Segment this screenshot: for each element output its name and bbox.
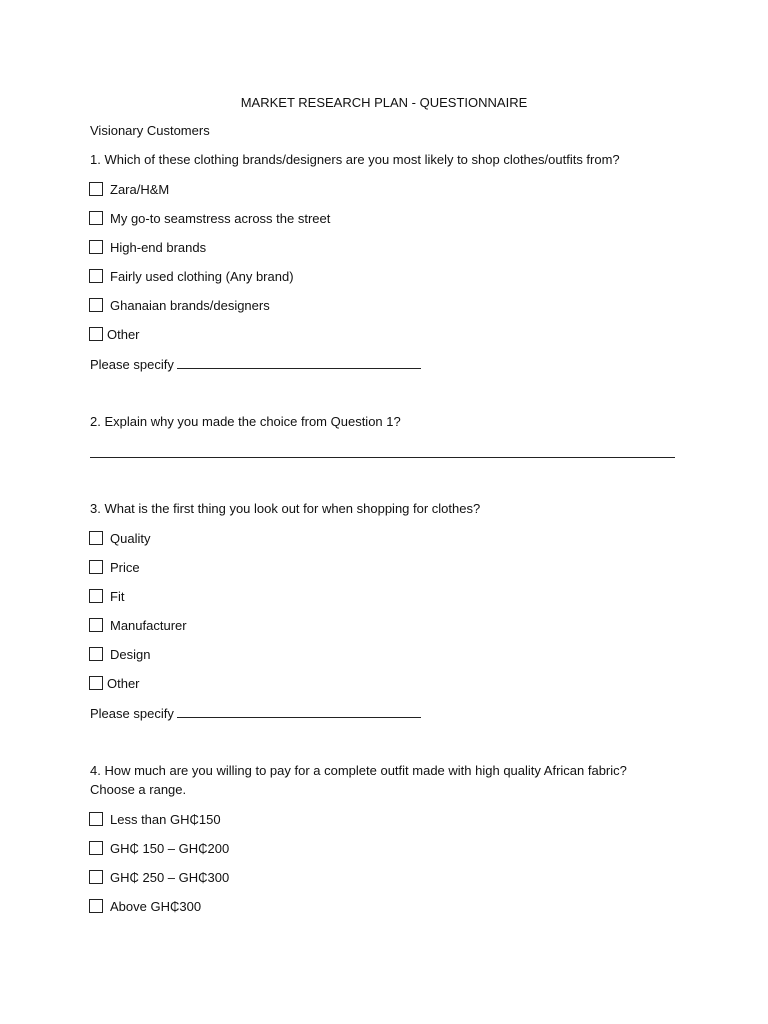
option-label: Ghanaian brands/designers	[110, 297, 270, 313]
q3-specify-row	[90, 704, 421, 723]
checkbox[interactable]	[89, 618, 103, 632]
q1-specify-row	[90, 355, 421, 374]
checkbox[interactable]	[89, 899, 103, 913]
q4-option-above-300[interactable]	[89, 897, 201, 915]
q3-option-quality[interactable]	[89, 529, 150, 547]
q1-option-fairly-used[interactable]	[89, 267, 294, 285]
q1-option-seamstress[interactable]	[89, 209, 330, 227]
option-label: Quality	[110, 530, 151, 546]
checkbox[interactable]	[89, 560, 103, 574]
specify-blank-field[interactable]	[177, 704, 421, 718]
q2-answer-blank-field[interactable]	[90, 457, 675, 458]
checkbox[interactable]	[89, 812, 103, 826]
checkbox[interactable]	[89, 841, 103, 855]
document-title: MARKET RESEARCH PLAN - QUESTIONNAIRE	[240, 95, 528, 110]
option-label: Above GH₵300	[110, 898, 202, 914]
checkbox[interactable]	[89, 327, 103, 341]
checkbox[interactable]	[89, 240, 103, 254]
question-1-text: 1. Which of these clothing brands/designers are you most likely to shop clothes/outfits from?	[90, 152, 620, 167]
option-label: Less than GH₵150	[110, 811, 221, 827]
q1-option-zara-hm[interactable]	[89, 180, 169, 198]
option-label: Zara/H&M	[110, 181, 170, 197]
option-label: Design	[110, 646, 151, 662]
q3-option-design[interactable]	[89, 645, 150, 663]
q3-option-fit[interactable]	[89, 587, 124, 605]
option-label: Fairly used clothing (Any brand)	[110, 268, 294, 284]
q4-option-150-200[interactable]	[89, 839, 229, 857]
q1-option-ghanaian[interactable]	[89, 296, 270, 314]
q4-option-less-than-150[interactable]	[89, 810, 221, 828]
question-3-text: 3. What is the first thing you look out for when shopping for clothes?	[90, 501, 481, 516]
option-label: GH₵ 250 – GH₵300	[110, 869, 230, 885]
q3-option-manufacturer[interactable]	[89, 616, 187, 634]
q1-option-other[interactable]	[89, 325, 140, 343]
checkbox[interactable]	[89, 647, 103, 661]
checkbox[interactable]	[89, 298, 103, 312]
specify-label: Please specify	[90, 706, 174, 721]
q3-option-other[interactable]	[89, 674, 140, 692]
checkbox[interactable]	[89, 676, 103, 690]
checkbox[interactable]	[89, 182, 103, 196]
section-heading: Visionary Customers	[90, 123, 210, 138]
checkbox[interactable]	[89, 870, 103, 884]
checkbox[interactable]	[89, 211, 103, 225]
option-label: Fit	[110, 588, 125, 604]
option-label: Other	[107, 675, 140, 691]
option-label: High-end brands	[110, 239, 207, 255]
specify-blank-field[interactable]	[177, 355, 421, 369]
option-label: My go-to seamstress across the street	[110, 210, 331, 226]
checkbox[interactable]	[89, 531, 103, 545]
question-4-text: 4. How much are you willing to pay for a complete outfit made with high quality African fabric?	[90, 763, 627, 778]
q4-option-250-300[interactable]	[89, 868, 229, 886]
q1-option-high-end[interactable]	[89, 238, 206, 256]
question-2-text: 2. Explain why you made the choice from Question 1?	[90, 414, 401, 429]
option-label: Other	[107, 326, 140, 342]
checkbox[interactable]	[89, 589, 103, 603]
option-label: GH₵ 150 – GH₵200	[110, 840, 230, 856]
option-label: Manufacturer	[110, 617, 187, 633]
q3-option-price[interactable]	[89, 558, 140, 576]
question-4-text-continued: Choose a range.	[90, 782, 187, 797]
checkbox[interactable]	[89, 269, 103, 283]
specify-label: Please specify	[90, 357, 174, 372]
option-label: Price	[110, 559, 140, 575]
